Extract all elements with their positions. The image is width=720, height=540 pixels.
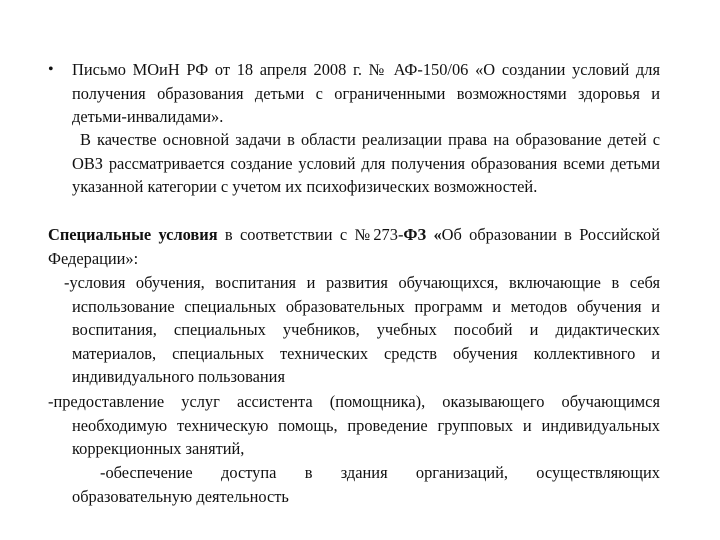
- law-code-text: ФЗ «: [403, 225, 442, 244]
- building-access-item: -обеспечение доступа в здания организаций, осуществляющих образовательную деятельность: [72, 463, 660, 506]
- bullet-dot-icon: •: [48, 61, 54, 78]
- main-task-paragraph: В качестве основной задачи в области реализации права на образование детей с ОВЗ рассматривается создание условий для получения образования всеми детьми указанной категории с учетом их психофизических возможностей.: [72, 130, 660, 196]
- law-reference-text: в соответствии с №273-: [217, 225, 404, 244]
- special-conditions-paragraph: [48, 223, 660, 270]
- learning-conditions-item: -условия обучения, воспитания и развития обучающихся, включающие в себя использование специальных образовательных программ и методов обучения и воспитания, специальных учебников, учебных пособий и дидактических материалов, специальных технических средств обучения коллективного и индивидуального пользования: [64, 273, 660, 386]
- special-conditions-heading: Специальные условия: [48, 225, 218, 244]
- assistant-services-item: -предоставление услуг ассистента (помощника), оказывающего обучающимся необходимую техническую помощь, проведение групповых и индивидуальных коррекционных занятий,: [48, 392, 660, 458]
- letter-reference-paragraph: Письмо МОиН РФ от 18 апреля 2008 г. № АФ-150/06 «О создании условий для получения образования детьми с ограниченными возможностями здоровья и детьми-инвалидами».: [72, 60, 660, 126]
- law-title-text: Об образовании в Российской Федерации»:: [48, 225, 660, 268]
